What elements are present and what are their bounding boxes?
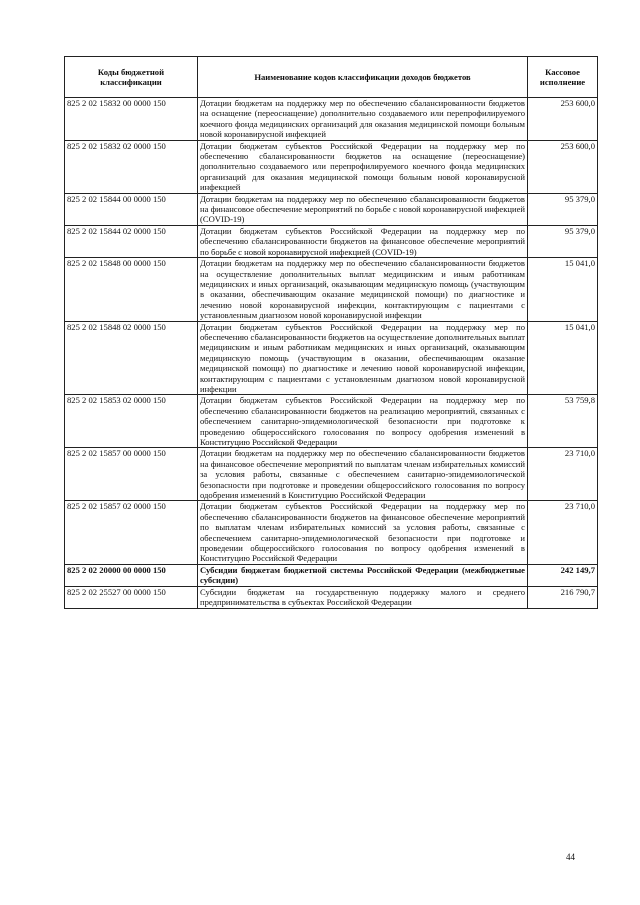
row-amount: 53 759,8 — [528, 395, 598, 448]
row-amount: 15 041,0 — [528, 258, 598, 321]
table-row-subtotal — [65, 564, 598, 586]
row-name: Дотации бюджетам субъектов Российской Федерации на поддержку мер по обеспечению сбалансированности бюджетов на финансовое обеспечение мероприятий по выплатам членам избирательных комиссий за условия работы, связанные с обеспечением санитарно-эпидемиологической безопасности при подготовке и проведении общероссийского голосования по вопросу одобрения изменений в Конституцию Российской Федерации — [198, 501, 528, 564]
row-name: Дотации бюджетам на поддержку мер по обеспечению сбалансированности бюджетов на финансовое обеспечение мероприятий по борьбе с новой коронавирусной инфекцией (COVID-19) — [198, 193, 528, 225]
row-amount: 95 379,0 — [528, 193, 598, 225]
row-name: Дотации бюджетам на поддержку мер по обеспечению сбалансированности бюджетов на осуществление дополнительных выплат медицинским и иным работникам медицинских и иных организаций, оказывающим медицинскую помощь (участвующим в оказании, обеспечивающим оказание медицинской помощи) по диагностике и лечению новой коронавирусной инфекции, контактирующим с пациентами с установленным диагнозом новой коронавирусной инфекции — [198, 258, 528, 321]
row-code: 825 2 02 20000 00 0000 150 — [65, 564, 198, 586]
row-code: 825 2 02 25527 00 0000 150 — [65, 586, 198, 608]
row-code: 825 2 02 15844 02 0000 150 — [65, 225, 198, 257]
table-row — [65, 140, 598, 193]
header-amount: Кассовое исполнение — [528, 57, 598, 98]
row-code: 825 2 02 15853 02 0000 150 — [65, 395, 198, 448]
row-code: 825 2 02 15832 00 0000 150 — [65, 98, 198, 141]
table-row — [65, 225, 598, 257]
row-code: 825 2 02 15857 00 0000 150 — [65, 448, 198, 501]
row-amount: 23 710,0 — [528, 501, 598, 564]
page-number: 44 — [566, 852, 575, 862]
row-code: 825 2 02 15857 02 0000 150 — [65, 501, 198, 564]
row-name: Дотации бюджетам субъектов Российской Федерации на поддержку мер по обеспечению сбалансированности бюджетов на осуществление дополнительных выплат медицинским и иным работникам медицинских и иных организаций, оказывающим медицинскую помощь (участвующим в оказании, обеспечивающим оказание медицинской помощи) по диагностике и лечению новой коронавирусной инфекции, контактирующим с пациентами с установленным диагнозом новой коронавирусной инфекции — [198, 321, 528, 395]
row-name: Дотации бюджетам на поддержку мер по обеспечению сбалансированности бюджетов на оснащение (переоснащение) дополнительно создаваемого или перепрофилируемого коечного фонда медицинских организаций для оказания медицинской помощи больным новой коронавирусной инфекцией — [198, 98, 528, 141]
row-code: 825 2 02 15832 02 0000 150 — [65, 140, 198, 193]
table-row — [65, 448, 598, 501]
header-code: Коды бюджетной классификации — [65, 57, 198, 98]
row-amount: 253 600,0 — [528, 140, 598, 193]
table-row — [65, 586, 598, 608]
table-row — [65, 98, 598, 141]
budget-revenue-table — [64, 56, 598, 609]
row-amount: 216 790,7 — [528, 586, 598, 608]
row-code: 825 2 02 15848 02 0000 150 — [65, 321, 198, 395]
row-name: Дотации бюджетам субъектов Российской Федерации на поддержку мер по обеспечению сбалансированности бюджетов на реализацию мероприятий, связанных с обеспечением санитарно-эпидемиологической безопасности при подготовке к проведению общероссийского голосования по вопросу одобрения изменений в Конституцию Российской Федерации — [198, 395, 528, 448]
table-row — [65, 258, 598, 321]
row-name: Субсидии бюджетам на государственную поддержку малого и среднего предпринимательства в субъектах Российской Федерации — [198, 586, 528, 608]
table-header-row — [65, 57, 598, 98]
table-row — [65, 321, 598, 395]
header-name: Наименование кодов классификации доходов бюджетов — [198, 57, 528, 98]
row-code: 825 2 02 15844 00 0000 150 — [65, 193, 198, 225]
row-name: Дотации бюджетам на поддержку мер по обеспечению сбалансированности бюджетов на финансовое обеспечение мероприятий по выплатам членам избирательных комиссий за условия работы, связанные с обеспечением санитарно-эпидемиологической безопасности при подготовке и проведении общероссийского голосования по вопросу одобрения изменений в Конституцию Российской Федерации — [198, 448, 528, 501]
row-amount: 253 600,0 — [528, 98, 598, 141]
row-name: Дотации бюджетам субъектов Российской Федерации на поддержку мер по обеспечению сбалансированности бюджетов на оснащение (переоснащение) дополнительно создаваемого или перепрофилируемого коечного фонда медицинских организаций для оказания медицинской помощи больным новой коронавирусной инфекцией — [198, 140, 528, 193]
table-row — [65, 395, 598, 448]
row-code: 825 2 02 15848 00 0000 150 — [65, 258, 198, 321]
row-amount: 23 710,0 — [528, 448, 598, 501]
row-name: Дотации бюджетам субъектов Российской Федерации на поддержку мер по обеспечению сбалансированности бюджетов на финансовое обеспечение мероприятий по борьбе с новой коронавирусной инфекцией (COVID-19) — [198, 225, 528, 257]
row-amount: 95 379,0 — [528, 225, 598, 257]
row-amount: 242 149,7 — [528, 564, 598, 586]
table-row — [65, 193, 598, 225]
table-row — [65, 501, 598, 564]
row-name: Субсидии бюджетам бюджетной системы Российской Федерации (межбюджетные субсидии) — [198, 564, 528, 586]
row-amount: 15 041,0 — [528, 321, 598, 395]
